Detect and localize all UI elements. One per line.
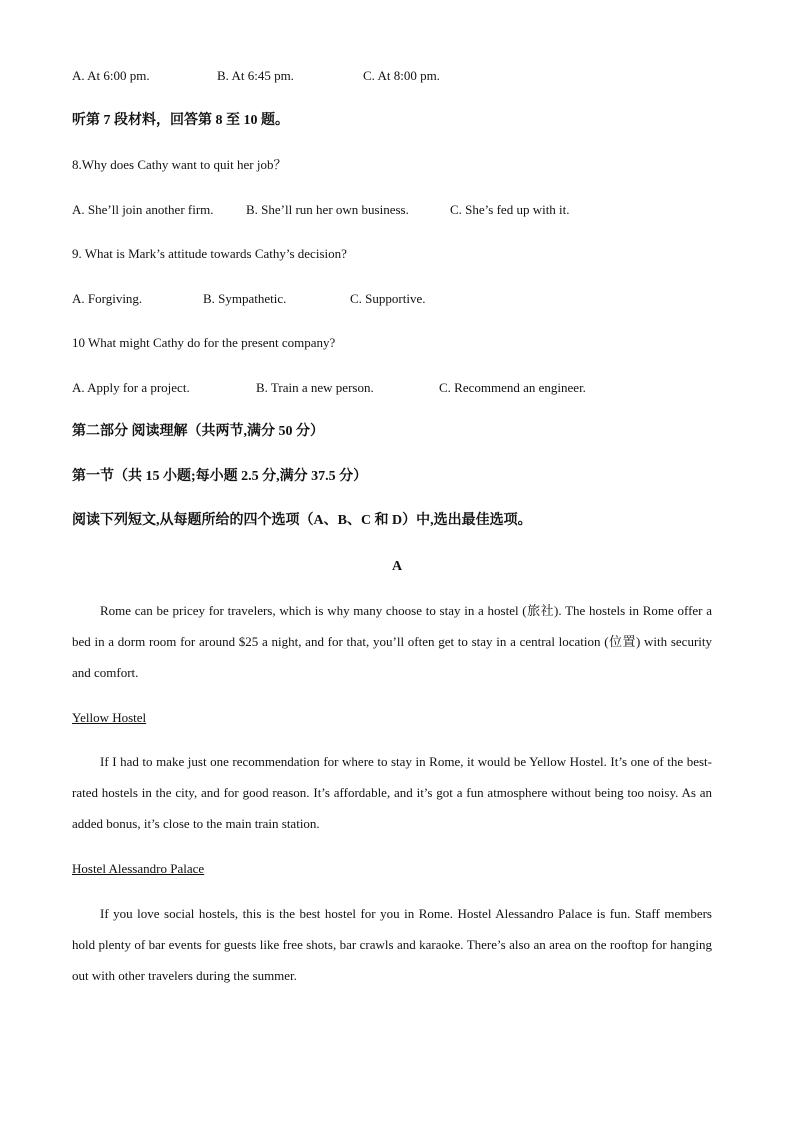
q8-question: 8.Why does Cathy want to quit her job？ (72, 157, 287, 172)
q8-option-c: C. She’s fed up with it. (450, 202, 570, 217)
hostel1-heading: Yellow Hostel (72, 710, 147, 725)
hostel2-heading: Hostel Alessandro Palace (72, 861, 205, 876)
part2-title: 第二部分 阅读理解（共两节,满分 50 分） (72, 424, 324, 439)
hostel1-paragraph (72, 746, 712, 839)
q10-option-c: C. Recommend an engineer. (439, 380, 586, 395)
q10-option-b: B. Train a new person. (256, 380, 374, 395)
hostel1-paragraph-text: If I had to make just one recommendation for where to stay in Rome, it would be Yellow Hostel. It’s one of the best-rated hostels in the city, and for good reason. It’s affordable, and it’s got a fun atmosphere without being too noisy. As an added bonus, it’s close to the main train station. (72, 754, 712, 831)
passage-label: A (391, 559, 403, 574)
q8-option-b: B. She’ll run her own business. (246, 202, 409, 217)
q9-option-a: A. Forgiving. (72, 291, 143, 306)
hostel2-paragraph (72, 898, 712, 991)
hostel2-paragraph-text: If you love social hostels, this is the best hostel for you in Rome. Hostel Alessandro Palace is fun. Staff members hold plenty of bar events for guests like free shots, bar crawls and karaoke. There’s also an area on the rooftop for hanging out with other travelers during the summer. (72, 906, 712, 983)
part2-section1-heading: 第一节（共 15 小题;每小题 2.5 分,满分 37.5 分） (72, 469, 368, 484)
q7-option-b: B. At 6:45 pm. (217, 68, 294, 83)
intro-paragraph (72, 595, 712, 688)
q7-option-c: C. At 8:00 pm. (363, 68, 440, 83)
q9-option-c: C. Supportive. (350, 291, 426, 306)
q8-options-row (72, 202, 570, 218)
q9-question: 9. What is Mark’s attitude towards Cathy’s decision? (72, 246, 347, 261)
q7-options-row (72, 68, 440, 84)
q9-options-row (72, 291, 425, 307)
part2-instruction: 阅读下列短文,从每题所给的四个选项（A、B、C 和 D）中,选出最佳选项。 (72, 513, 532, 528)
q10-question: 10 What might Cathy do for the present company? (72, 335, 336, 350)
q10-options-row (72, 380, 586, 396)
q10-option-a: A. Apply for a project. (72, 380, 190, 395)
q8-option-a: A. She’ll join another firm. (72, 202, 214, 217)
listening-section-heading: 听第 7 段材料，回答第 8 至 10 题。 (72, 113, 289, 128)
intro-paragraph-text: Rome can be pricey for travelers, which is why many choose to stay in a hostel (旅社). The hostels in Rome offer a bed in a dorm room for around $25 a night, and for that, you’ll often get to stay in a central location (位置) with security and comfort. (72, 603, 712, 680)
q7-option-a: A. At 6:00 pm. (72, 68, 150, 83)
q9-option-b: B. Sympathetic. (203, 291, 287, 306)
